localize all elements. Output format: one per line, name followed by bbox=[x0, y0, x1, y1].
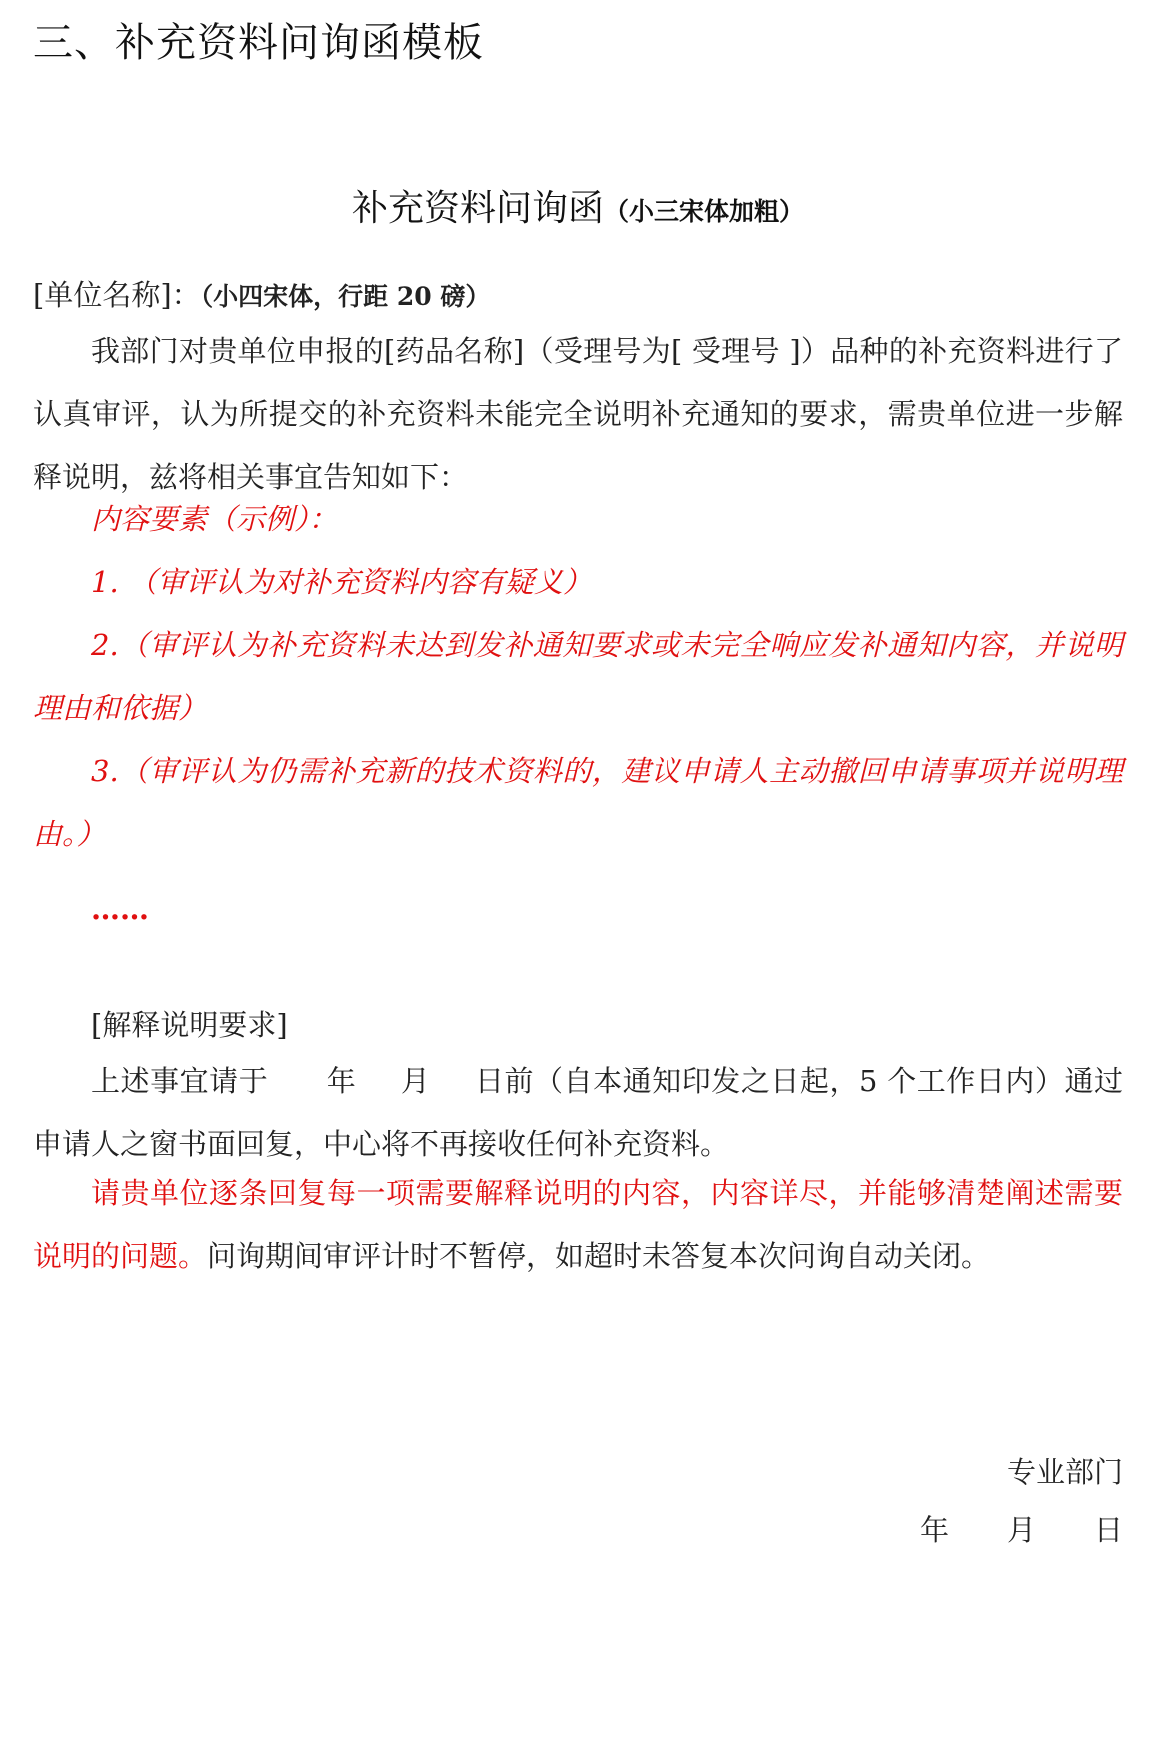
document-title-text: 补充资料问询函 bbox=[351, 188, 604, 229]
signature-year-label: 年 bbox=[919, 1513, 949, 1547]
deadline-prefix: 上述事宜请于 bbox=[91, 1064, 269, 1098]
content-element-item-1: 1. （审评认为对补充资料内容有疑义） bbox=[91, 565, 592, 599]
addressee-label: [单位名称]： bbox=[33, 278, 201, 312]
content-ellipsis: …… bbox=[91, 892, 149, 926]
deadline-suffix: 日前（自本通知印发之日起，5 个工作日内）通过申请人之窗书面回复，中心将不再接收任何补充资料。 bbox=[33, 1064, 1123, 1161]
signature-day-label: 日 bbox=[1093, 1513, 1123, 1547]
reply-notice-red: 请贵单位逐条回复每一项需要解释说明的内容，内容详尽，并能够清楚阐述需要说明的问题。 bbox=[33, 1176, 1123, 1273]
signature-month-label: 月 bbox=[1006, 1513, 1036, 1547]
deadline-month-label: 月 bbox=[400, 1064, 431, 1098]
section-title: 三、补充资料问询函模板 bbox=[33, 20, 484, 66]
content-elements-heading: 内容要素（示例）： bbox=[91, 502, 338, 536]
addressee-format-hint: （小四宋体，行距 20 磅） bbox=[200, 282, 491, 311]
reply-notice-black: 问询期间审评计时不暂停，如超时未答复本次问询自动关闭。 bbox=[207, 1239, 991, 1273]
requirements-heading: [解释说明要求] bbox=[91, 1008, 288, 1042]
content-element-item-3: 3.（审评认为仍需补充新的技术资料的，建议申请人主动撤回申请事项并说明理由。） bbox=[33, 754, 1123, 851]
signature-date bbox=[920, 1510, 1123, 1550]
signature-department: 专业部门 bbox=[1006, 1455, 1123, 1489]
content-elements bbox=[33, 488, 1123, 866]
document-title bbox=[0, 184, 1156, 237]
intro-paragraph: 我部门对贵单位申报的[药品名称]（受理号为[ 受理号 ]）品种的补充资料进行了认真审评，认为所提交的补充资料未能完全说明补充通知的要求，需贵单位进一步解释说明，兹将相关事宜告知如下： bbox=[33, 334, 1123, 494]
deadline-paragraph bbox=[33, 1050, 1123, 1176]
reply-notice-paragraph bbox=[33, 1162, 1123, 1288]
document-title-format-hint: （小三宋体加粗） bbox=[604, 197, 805, 226]
deadline-year-label: 年 bbox=[326, 1064, 357, 1098]
addressee-line bbox=[33, 264, 1123, 328]
content-element-item-2: 2.（审评认为补充资料未达到发补通知要求或未完全响应发补通知内容，并说明理由和依据） bbox=[33, 628, 1123, 725]
